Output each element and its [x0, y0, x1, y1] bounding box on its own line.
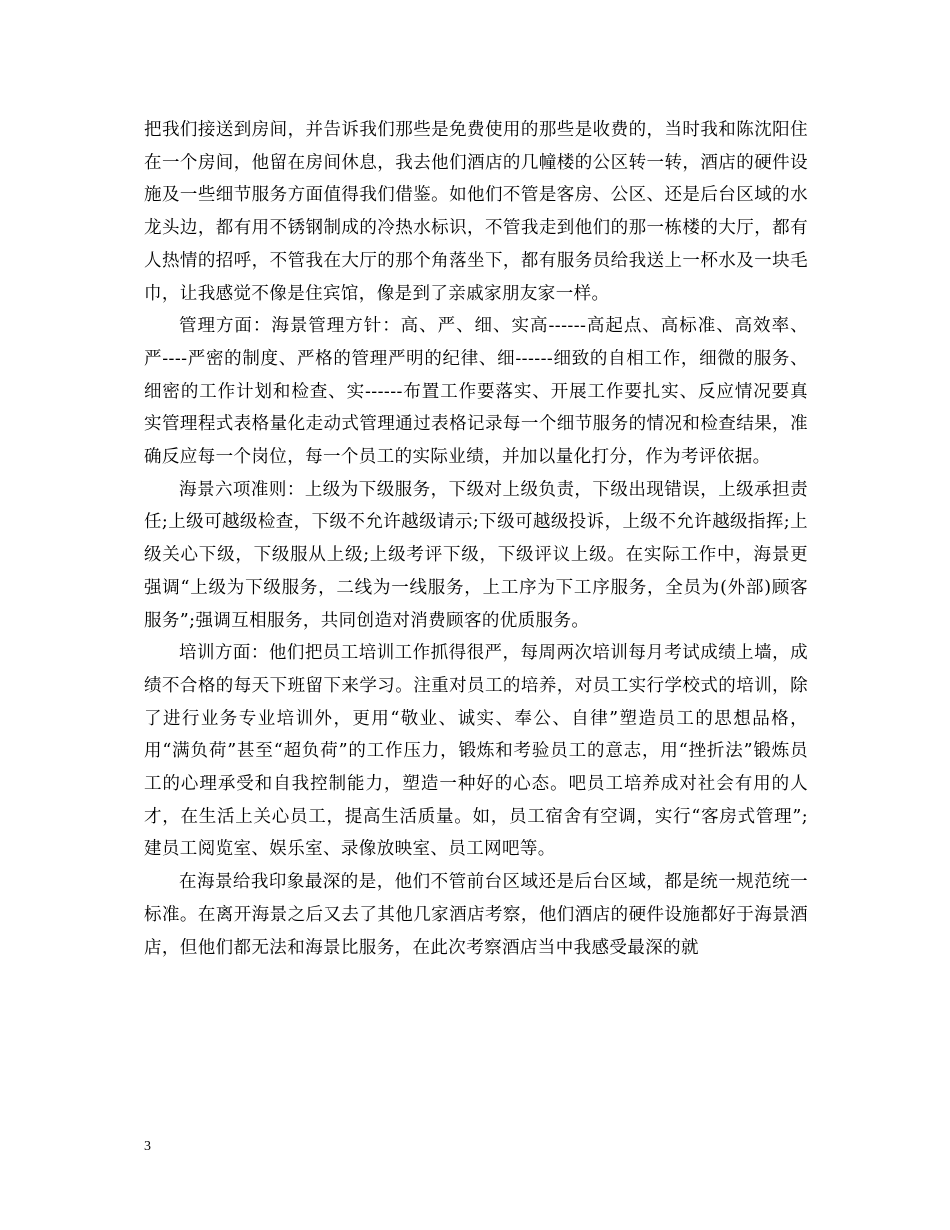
paragraph-training: 培训方面：他们把员工培训工作抓得很严，每周两次培训每月考试成绩上墙，成绩不合格的每天下班留下来学习。注重对员工的培养，对员工实行学校式的培训，除了进行业务专业培训外，更用“敬业、诚实、奉公、自律”塑造员工的思想品格，用“满负荷”甚至“超负荷”的工作压力，锻炼和考验员工的意志，用“挫折法”锻炼员工的心理承受和自我控制能力，塑造一种好的心态。吧员工培养成对社会有用的人才，在生活上关心员工，提高生活质量。如，员工宿舍有空调，实行“客房式管理”;建员工阅览室、娱乐室、录像放映室、员工网吧等。 [144, 643, 808, 860]
paragraph-six-principles: 海景六项准则：上级为下级服务，下级对上级负责，下级出现错误，上级承担责任;上级可越级检查，下级不允许越级请示;下级可越级投诉，上级不允许越级指挥;上级关心下级，下级服从上级;上级考评下级，下级评议上级。在实际工作中，海景更强调“上级为下级服务，二线为一线服务，上工序为下工序服务，全员为(外部)顾客服务”;强调互相服务，共同创造对消费顾客的优质服务。 [144, 479, 808, 631]
paragraph-impression: 在海景给我印象最深的是，他们不管前台区域还是后台区域，都是统一规范统一标准。在离开海景之后又去了其他几家酒店考察，他们酒店的硬件设施都好于海景酒店，但他们都无法和海景比服务，在此次考察酒店当中我感受最深的就 [144, 872, 808, 958]
document-body [144, 114, 808, 964]
paragraph-continued: 把我们接送到房间，并告诉我们那些是免费使用的那些是收费的，当时我和陈沈阳住在一个房间，他留在房间休息，我去他们酒店的几幢楼的公区转一转，酒店的硬件设施及一些细节服务方面值得我们借鉴。如他们不管是客房、公区、还是后台区域的水龙头边，都有用不锈钢制成的冷热水标识，不管我走到他们的那一栋楼的大厅，都有人热情的招呼，不管我在大厅的那个角落坐下，都有服务员给我送上一杯水及一块毛巾，让我感觉不像是住宾馆，像是到了亲戚家朋友家一样。 [144, 120, 808, 304]
page-number: 3 [144, 1139, 151, 1154]
paragraph-management: 管理方面：海景管理方针：高、严、细、实高------高起点、高标准、高效率、严----严密的制度、严格的管理严明的纪律、细------细致的自相工作，细微的服务、细密的工作计划和检查、实------布置工作要落实、开展工作要扎实、反应情况要真实管理程式表格量化走动式管理通过表格记录每一个细节服务的情况和检查结果，准确反应每一个岗位，每一个员工的实际业绩，并加以量化打分，作为考评依据。 [144, 316, 808, 468]
